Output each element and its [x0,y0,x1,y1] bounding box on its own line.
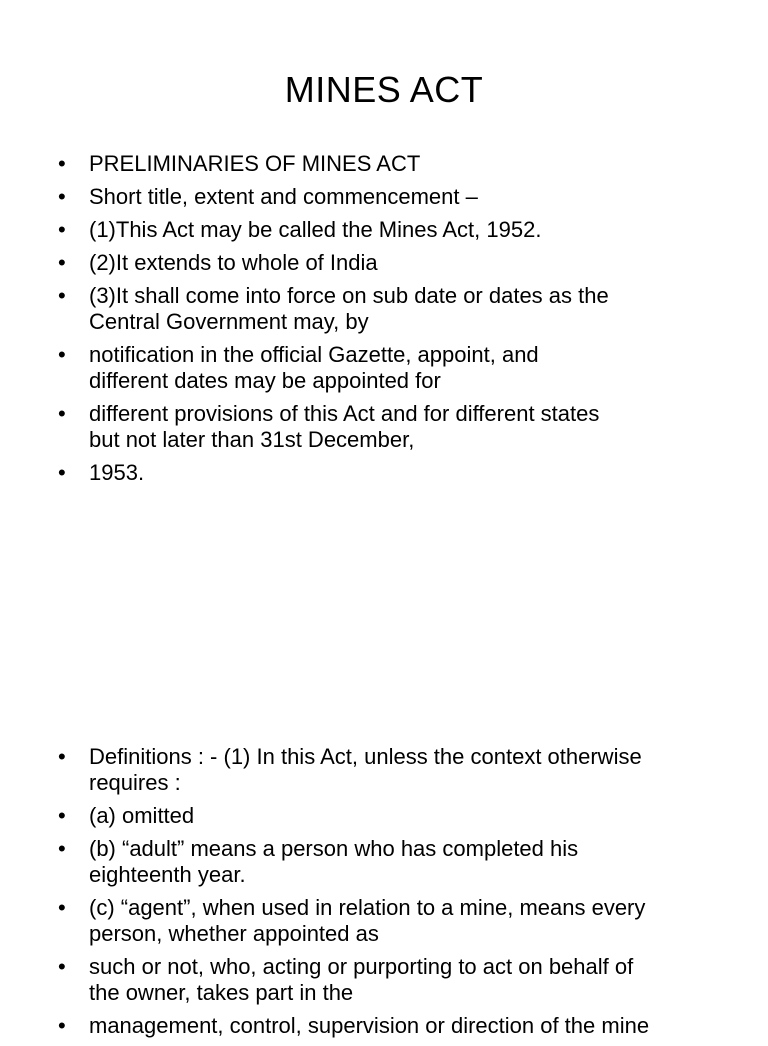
list-item-text: (3)It shall come into force on sub date or dates as the Central Government may, by [89,283,609,334]
list-item-text: (2)It extends to whole of India [89,250,378,275]
list-item [58,217,708,243]
list-item [58,954,708,1006]
list-item-text: (1)This Act may be called the Mines Act, 1952. [89,217,542,242]
list-item-text: notification in the official Gazette, appoint, and different dates may be appointed for [89,342,539,393]
list-item-text: (b) “adult” means a person who has completed his eighteenth year. [89,836,579,887]
bullet-icon: • [58,803,66,828]
list-item [58,1013,708,1039]
list-item [58,184,708,210]
list-item [58,895,708,947]
list-item-text: (a) omitted [89,803,195,828]
list-item-text: different provisions of this Act and for different states but not later than 31st December, [89,401,600,452]
bullet-icon: • [58,401,66,426]
bullet-icon: • [58,184,66,209]
list-item-text: Definitions : - (1) In this Act, unless the context otherwise requires : [89,744,642,795]
list-item-text: PRELIMINARIES OF MINES ACT [89,151,421,176]
bullet-list [58,151,708,493]
list-item-text: 1953. [89,460,145,485]
list-item [58,460,708,486]
list-item [58,151,708,177]
list-item [58,283,708,335]
bullet-icon: • [58,342,66,367]
list-item [58,744,708,796]
bullet-icon: • [58,151,66,176]
bullet-icon: • [58,217,66,242]
list-item-text: Short title, extent and commencement – [89,184,478,209]
bullet-list [58,744,708,1046]
slide-definitions [0,740,768,1038]
bullet-icon: • [58,250,66,275]
list-item-text: such or not, who, acting or purporting to act on behalf of the owner, takes part in the [89,954,634,1005]
bullet-icon: • [58,895,66,920]
list-item [58,803,708,829]
list-item [58,250,708,276]
list-item [58,342,708,394]
list-item [58,401,708,453]
bullet-icon: • [58,954,66,979]
bullet-icon: • [58,460,66,485]
bullet-icon: • [58,283,66,308]
bullet-icon: • [58,744,66,769]
list-item-text: (c) “agent”, when used in relation to a mine, means every person, whether appointed as [89,895,646,946]
bullet-icon: • [58,836,66,861]
slide-title: MINES ACT [284,69,484,111]
list-item [58,836,708,888]
list-item-text: management, control, supervision or direction of the mine [89,1013,650,1038]
bullet-icon: • [58,1013,66,1038]
